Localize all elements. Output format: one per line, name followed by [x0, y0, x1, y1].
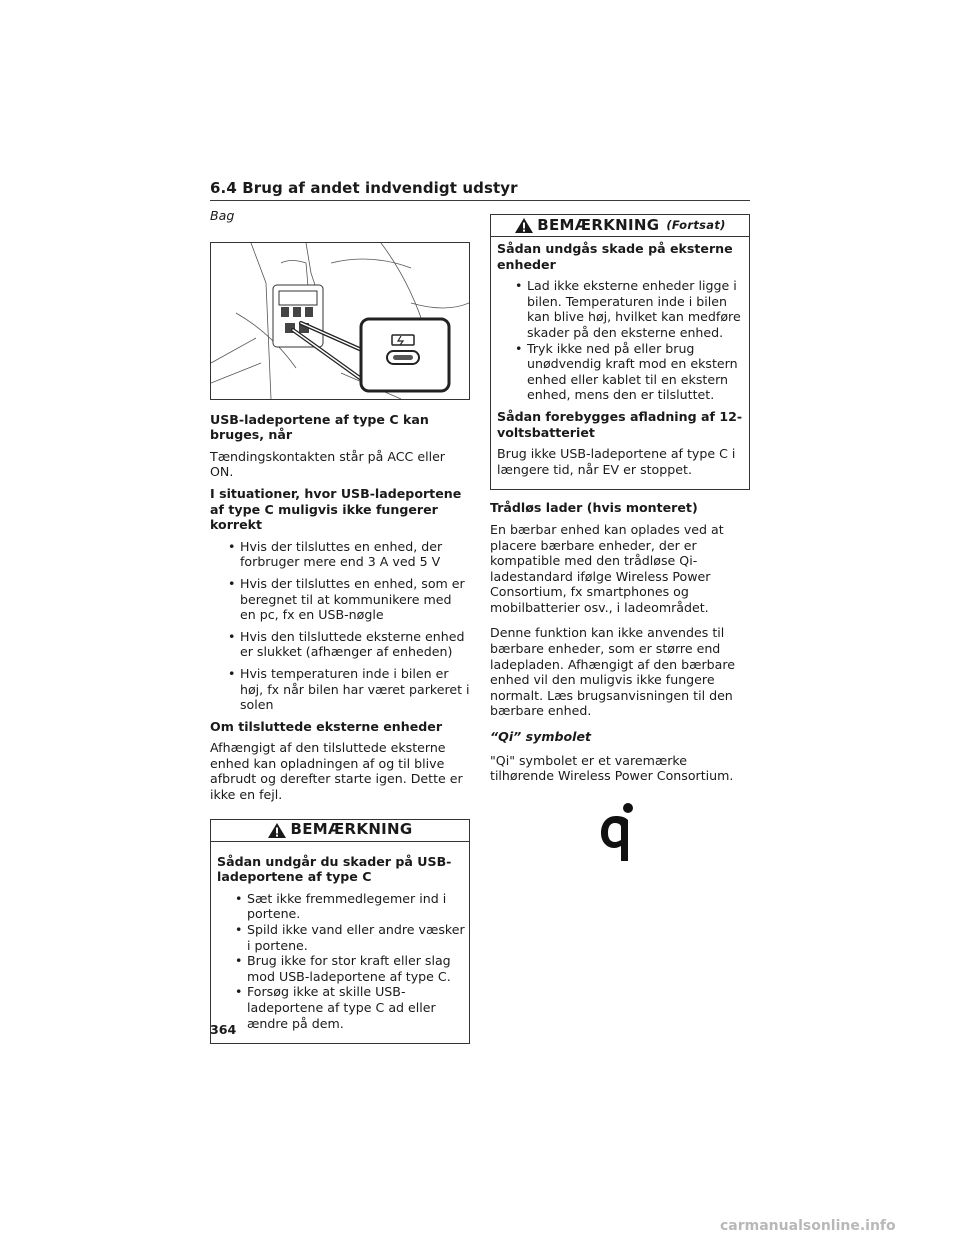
notice-body	[211, 842, 469, 1044]
notice-title	[211, 820, 469, 842]
notice-subheading-devices: Sådan undgås skade på eksterne enheder	[497, 241, 733, 272]
list-item: • Hvis temperaturen inde i bilen er høj, fx når bilen har været parkeret i solen	[210, 666, 470, 713]
paragraph-wireless-intro: En bærbar enhed kan oplades ved at placere bærbare enheder, der er kompatible med den trådløse Qi-ladestandard ifølge Wireless Power Consortium, fx smartphones og mobilbatterier osv., i ladeområdet.	[490, 521, 724, 615]
paragraph-qi-trademark: "Qi" symbolet er et varemærke tilhørende Wireless Power Consortium.	[490, 752, 734, 784]
notice-title	[491, 215, 749, 237]
notice-title-text: BEMÆRKNING	[290, 820, 413, 839]
notice-subheading-battery: Sådan forebygges afladning af 12-voltsbatteriet	[497, 408, 743, 440]
heading-usb-usable: USB-ladeportene af type C kan bruges, når	[210, 411, 429, 443]
list-item: • Lad ikke eksterne enheder ligge i bilen. Temperaturen inde i bilen kan blive høj, hvilket kan medføre skader på den eksterne enhed.	[497, 278, 745, 340]
list-item: • Spild ikke vand eller andre væsker i portene.	[217, 922, 465, 953]
section-number: 6.4	[210, 179, 237, 197]
list-item: • Forsøg ikke at skille USB-ladeportene af type C ad eller ændre på dem.	[217, 984, 465, 1031]
notice-subheading: Sådan undgår du skader på USB-ladeportene af type C	[217, 853, 452, 885]
watermark-text: carmanualsonline.info	[720, 1218, 896, 1234]
qi-logo-icon	[600, 802, 640, 862]
page-number: 364	[210, 1022, 237, 1037]
malfunction-list	[210, 539, 470, 713]
heading-wireless-charger: Trådløs lader (hvis monteret)	[490, 500, 698, 516]
notice-body	[491, 237, 749, 489]
list-item: • Hvis der tilsluttes en enhed, der forbruger mere end 3 A ved 5 V	[210, 539, 470, 570]
section-title: Brug af andet indvendigt udstyr	[242, 179, 518, 197]
page-header	[210, 179, 750, 201]
paragraph-wireless-limits: Denne funktion kan ikke anvendes til bærbare enheder, som er større end ladepladen. Afhængigt af den bærbare enhed vil den muligvis ikke fungere normalt. Læs brugsanvisningen til den bærbare enhed.	[490, 625, 736, 719]
list-item: • Sæt ikke fremmedlegemer ind i portene.	[217, 891, 465, 922]
list-item: • Hvis den tilsluttede eksterne enhed er slukket (afhænger af enheden)	[210, 629, 470, 660]
notice-box-usb	[210, 819, 470, 1045]
notice-box-continued	[490, 214, 750, 490]
notice-paragraph: Brug ikke USB-ladeportene af type C i længere tid, når EV er stoppet.	[497, 446, 736, 477]
rear-usb-figure	[210, 242, 470, 400]
notice-list	[497, 278, 745, 403]
warning-triangle-icon	[514, 217, 534, 234]
paragraph-ignition: Tændingskontakten står på ACC eller ON.	[210, 448, 445, 480]
figure-label: Bag	[210, 208, 235, 223]
rear-console-illustration	[211, 243, 469, 399]
right-column	[490, 208, 750, 862]
list-item: • Hvis der tilsluttes en enhed, som er beregnet til at kommunikere med en pc, fx en USB-nøgle	[210, 576, 470, 623]
list-item: • Tryk ikke ned på eller brug unødvendig kraft mod en ekstern enhed eller kablet til en ekstern enhed, mens den er tilsluttet.	[497, 341, 745, 403]
warning-triangle-icon	[267, 822, 287, 839]
list-item: • Brug ikke for stor kraft eller slag mod USB-ladeportene af type C.	[217, 953, 465, 984]
heading-qi-symbol: “Qi” symbolet	[490, 729, 592, 745]
left-column	[210, 208, 470, 1044]
paragraph-charging-interrupt: Afhængigt af den tilsluttede eksterne enhed kan opladningen af og til blive afbrudt og derefter starte igen. Dette er ikke en fejl.	[210, 740, 463, 803]
heading-connected-devices: Om tilsluttede eksterne enheder	[210, 718, 443, 734]
heading-usb-malfunction: I situationer, hvor USB-ladeportene af type C muligvis ikke fungerer korrekt	[210, 485, 462, 533]
notice-list	[217, 891, 465, 1031]
notice-continued-label: (Fortsat)	[666, 217, 726, 232]
notice-title-text: BEMÆRKNING	[537, 215, 660, 234]
